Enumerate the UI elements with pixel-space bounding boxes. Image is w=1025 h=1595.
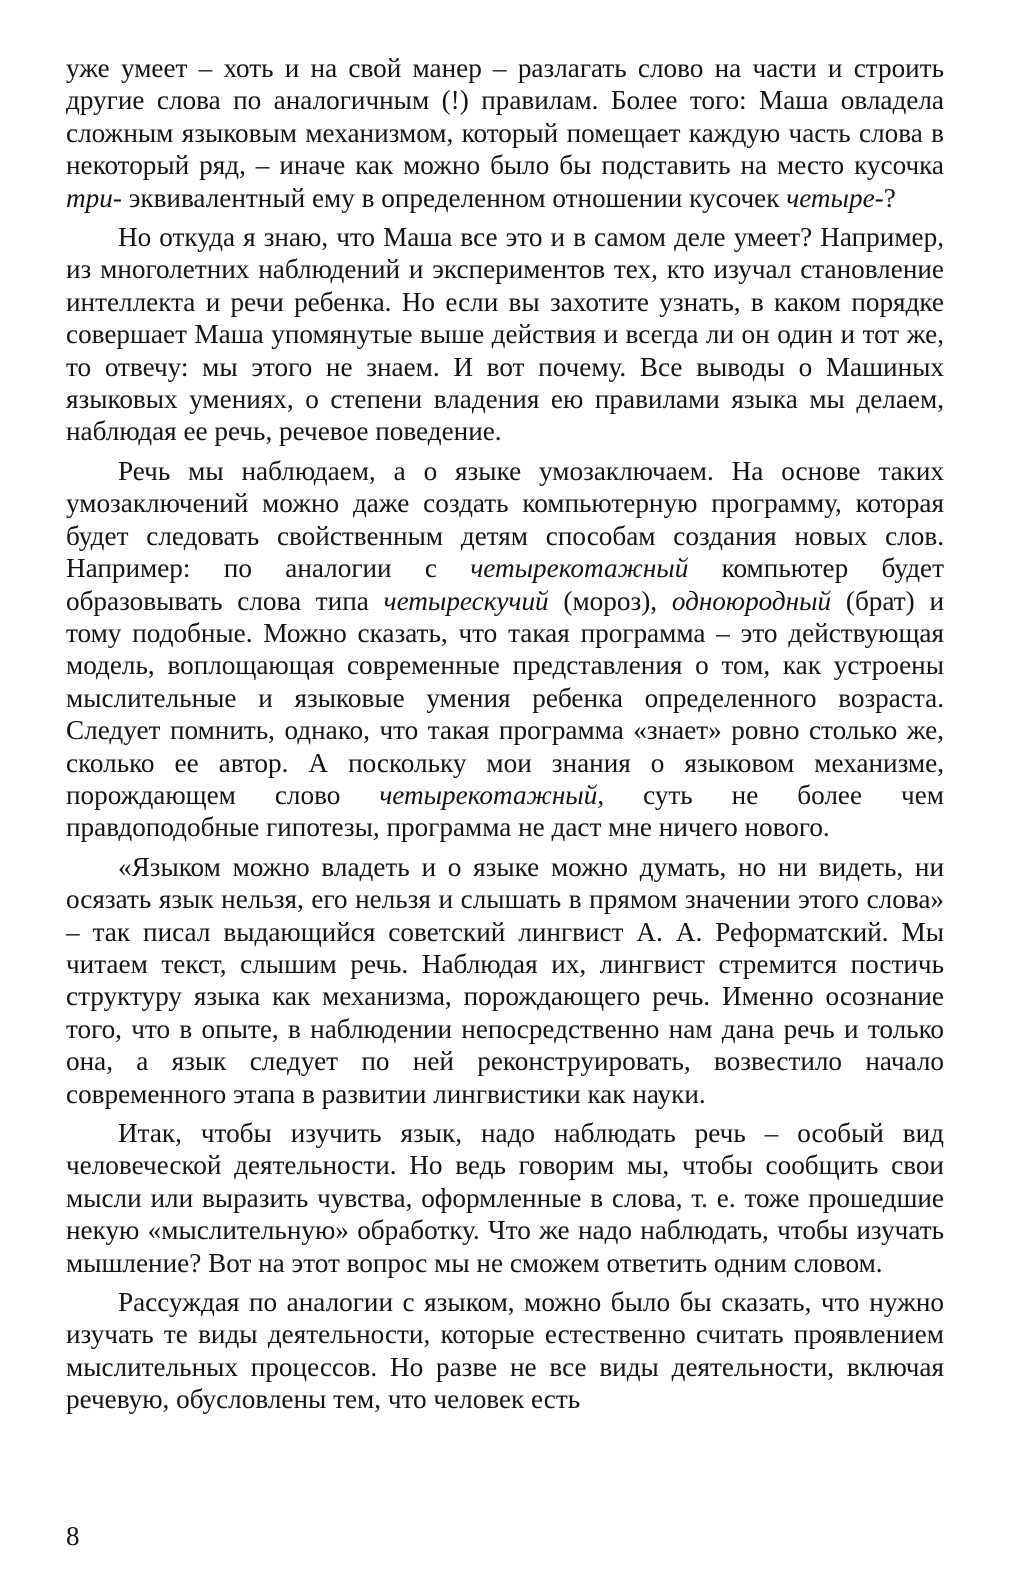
paragraph-5-text: Итак, чтобы изучить язык, надо наблюдать речь – особый вид человеческой деятельности. Но ведь говорим мы, чтобы сообщить свои мысли или выразить чувства, оформленные в слова, т. е. тоже прошедшие некую «мыслительную» обработку. Что же надо наблюдать, чтобы изучать мышление? Вот на этот вопрос мы не сможем ответить одним словом. — [66, 1118, 944, 1278]
paragraph-6-text: Рассуждая по аналогии с языком, можно было бы сказать, что нужно изучать те виды деятельности, которые естественно считать проявлением мыслительных процессов. Но разве не все виды деятельности, включая речевую, обусловлены тем, что человек есть — [66, 1287, 944, 1415]
paragraph-3-text-5: , суть не более чем правдоподобные гипотезы, программа не даст мне ничего нового. — [66, 779, 944, 843]
paragraph-3-italic-odnoyurodny: одноюродный — [671, 585, 832, 616]
paragraph-1-text-1: уже умеет – хоть и на свой манер – разлагать слово на части и строить другие слова по аналогичным (!) правилам. Более того: Маша овладела сложным языковым механизмом, который помещает каждую часть слова в некоторый ряд, – иначе как можно было бы подставить на место кусочка — [66, 53, 944, 181]
paragraph-3-italic-chetyrekotazhny-2: четырекотажный — [379, 779, 598, 810]
paragraph-3-text-2: компьютер будет образовывать слова типа — [66, 553, 944, 616]
paragraph-1 — [66, 52, 944, 214]
paragraph-3 — [66, 455, 944, 844]
paragraph-4-text: «Языком можно владеть и о языке можно думать, но ни видеть, ни осязать язык нельзя, его нельзя и слышать в прямом значении этого слова» – так писал выдающийся советский лингвист А. А. Реформатский. Мы читаем текст, слышим речь. Наблюдая их, лингвист стремится постичь структуру языка как механизма, порождающего речь. Именно осознание того, что в опыте, в наблюдении непосредственно нам дана речь и только она, а язык следует по ней реконструировать, возвестило начало современного этапа в развитии лингвистики как науки. — [66, 851, 944, 1109]
paragraph-1-text-2: эквивалентный ему в определенном отношении кусочек — [121, 182, 787, 213]
paragraph-3-italic-chetyreskuchy: четырескучий — [383, 585, 549, 616]
paragraph-2 — [66, 221, 944, 448]
paragraph-3-text-3: (мороз), — [548, 585, 672, 616]
paragraph-1-text-3: ? — [883, 182, 896, 213]
paragraph-3-text-1: Речь мы наблюдаем, а о языке умозаключаем. На основе таких умозаключений можно даже создать компьютерную программу, которая будет следовать свойственным детям способам создания новых слов. Например: по аналогии с — [66, 455, 944, 584]
paragraph-2-text: Но откуда я знаю, что Маша все это и в самом деле умеет? Например, из многолетних наблюдений и экспериментов тех, кто изучал становление интеллекта и речи ребенка. Но если вы захотите узнать, в каком порядке совершает Маша упомянутые выше действия и всегда ли он один и тот же, то отвечу: мы этого не знаем. И вот почему. Все выводы о Машиных языковых умениях, о степени владения ею правилами языка мы делаем, наблюдая ее речь, речевое поведение. — [66, 222, 944, 447]
paragraph-3-text-4: (брат) и тому подобные. Можно сказать, что такая программа – это действующая модель, воплощающая современные представления о том, как устроены мыслительные и языковые умения ребенка определенного возраста. Следует помнить, однако, что такая программа «знает» ровно столько же, сколько ее автор. А поскольку мои знания о языковом механизме, порождающем слово — [66, 585, 945, 810]
page-body — [66, 52, 944, 1423]
paragraph-1-italic-chetyre: четыре- — [786, 182, 884, 213]
page-number: 8 — [66, 1521, 80, 1551]
paragraph-5 — [66, 1117, 944, 1279]
paragraph-4 — [66, 851, 944, 1110]
paragraph-6 — [66, 1286, 944, 1416]
paragraph-3-italic-chetyrekotazhny: четырекотажный — [470, 553, 689, 584]
paragraph-1-italic-tri: три- — [66, 182, 122, 213]
